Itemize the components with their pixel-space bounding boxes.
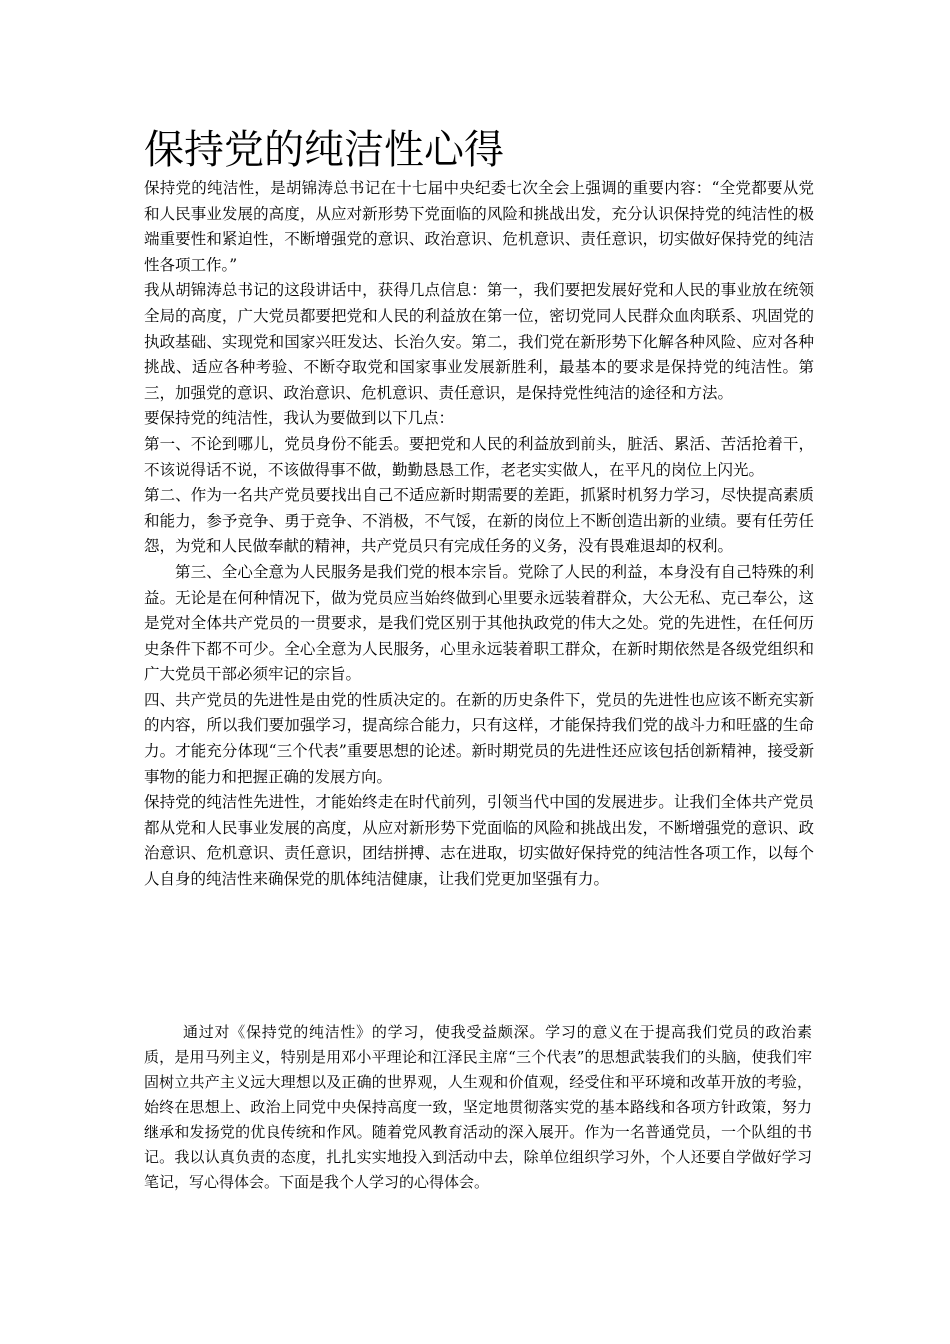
paragraph-info: 我从胡锦涛总书记的这段讲话中，获得几点信息：第一，我们要把发展好党和人民的事业放在统领全局的高度，广大党员都要把党和人民的利益放在第一位，密切党同人民群众血肉联系、巩固党的执政基础、实现党和国家兴旺发达、长治久安。第二，我们党在新形势下化解各种风险、应对各种挑战、适应各种考验、不断夺取党和国家事业发展新胜利，最基本的要求是保持党的纯洁性。第三，加强党的意识、政治意识、危机意识、责任意识，是保持党性纯洁的途径和方法。 xyxy=(144,281,814,402)
paragraph-point-four: 四、共产党员的先进性是由党的性质决定的。在新的历史条件下，党员的先进性也应该不断充实新的内容，所以我们要加强学习，提高综合能力，只有这样，才能保持我们党的战斗力和旺盛的生命力。才能充分体现“三个代表”重要思想的论述。新时期党员的先进性还应该包括创新精神，接受新事物的能力和把握正确的发展方向。 xyxy=(144,690,814,786)
paragraph-conclusion: 保持党的纯洁性先进性，才能始终走在时代前列，引领当代中国的发展进步。让我们全体共产党员都从党和人民事业发展的高度，从应对新形势下党面临的风险和挑战出发，不断增强党的意识、政治意识、危机意识、责任意识，团结拼搏、志在进取，切实做好保持党的纯洁性各项工作，以每个人自身的纯洁性来确保党的肌体纯洁健康，让我们党更加坚强有力。 xyxy=(144,793,814,889)
appendix-paragraph: 通过对《保持党的纯洁性》的学习，使我受益颇深。学习的意义在于提高我们党员的政治素质，是用马列主义，特别是用邓小平理论和江泽民主席“三个代表”的思想武装我们的头脑，使我们牢固树立共产主义远大理想以及正确的世界观，人生观和价值观，经受住和平环境和改革开放的考验，始终在思想上、政治上同党中央保持高度一致，坚定地贯彻落实党的基本路线和各项方针政策，努力继承和发扬党的优良传统和作风。随着党风教育活动的深入展开。作为一名普通党员，一个队组的书记。我以认真负责的态度，扎扎实实地投入到活动中去，除单位组织学习外，个人还要自学做好学习笔记，写心得体会。下面是我个人学习的心得体会。 xyxy=(144,1023,812,1191)
paragraph-intro: 保持党的纯洁性，是胡锦涛总书记在十七届中央纪委七次全会上强调的重要内容：“全党都要从党和人民事业发展的高度，从应对新形势下党面临的风险和挑战出发，充分认识保持党的纯洁性的极端重要性和紧迫性，不断增强党的意识、政治意识、危机意识、责任意识，切实做好保持党的纯洁性各项工作。” xyxy=(144,179,814,274)
paragraph-point-two: 第二、作为一名共产党员要找出自己不适应新时期需要的差距，抓紧时机努力学习，尽快提高素质和能力，参予竞争、勇于竞争、不消极，不气馁，在新的岗位上不断创造出新的业绩。要有任劳任怨，为党和人民做奉献的精神，共产党员只有完成任务的义务，没有畏难退却的权利。 xyxy=(144,486,814,556)
paragraph-points-lead: 要保持党的纯洁性，我认为要做到以下几点： xyxy=(144,409,455,428)
document-title: 保持党的纯洁性心得 xyxy=(144,127,504,173)
appendix-section xyxy=(144,1020,812,1195)
document-body xyxy=(144,176,814,893)
paragraph-point-one: 第一、不论到哪儿，党员身份不能丢。要把党和人民的利益放到前头，脏活、累活、苦活抢着干，不该说得话不说，不该做得事不做，勤勤恳恳工作，老老实实做人，在平凡的岗位上闪光。 xyxy=(144,434,814,479)
paragraph-point-three: 第三、全心全意为人民服务是我们党的根本宗旨。党除了人民的利益，本身没有自己特殊的利益。无论是在何种情况下，做为党员应当始终做到心里要永远装着群众，大公无私、克己奉公，这是党对全体共产党员的一贯要求，是我们党区别于其他执政党的伟大之处。党的先进性，在任何历史条件下都不可少。全心全意为人民服务，心里永远装着职工群众，在新时期依然是各级党组织和广大党员干部必须牢记的宗旨。 xyxy=(144,562,814,684)
